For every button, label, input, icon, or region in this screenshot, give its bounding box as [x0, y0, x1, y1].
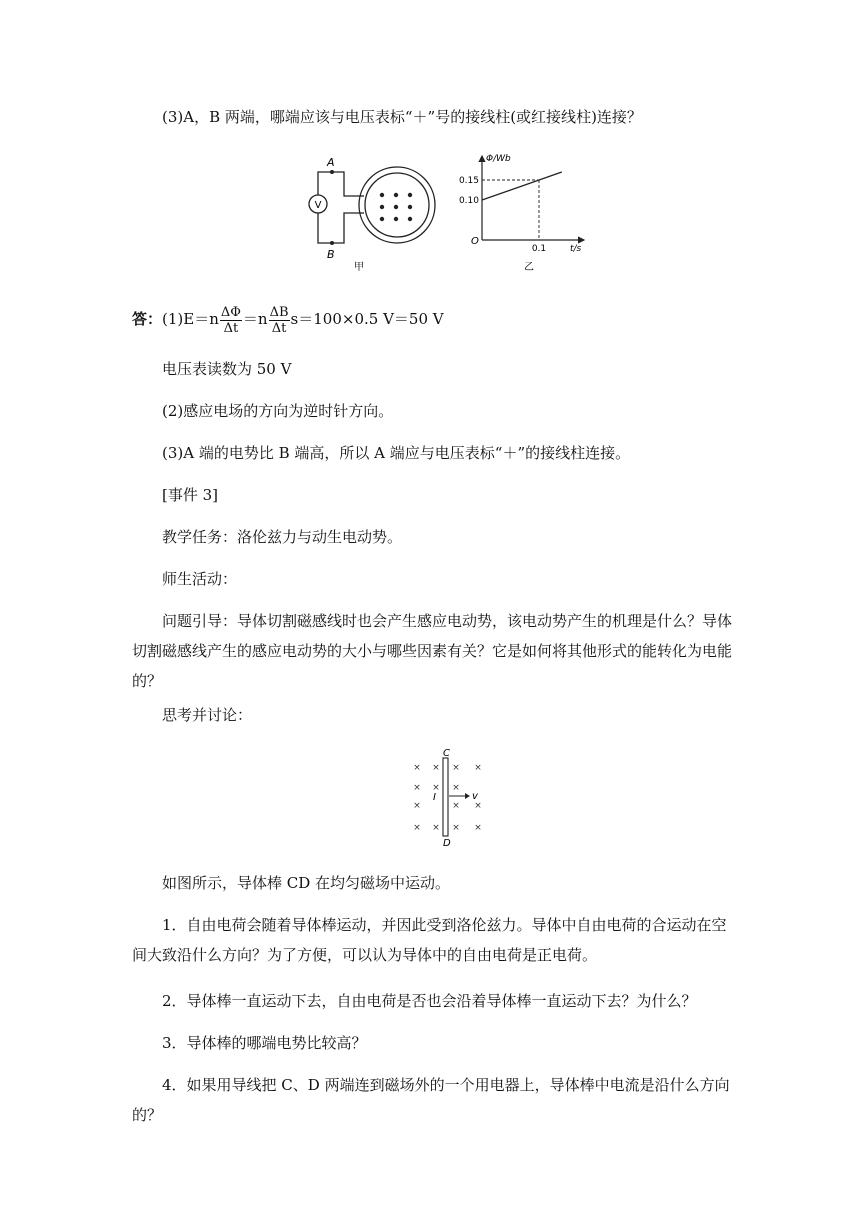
velocity-label: v [472, 791, 478, 802]
answer-2: (2)感应电场的方向为逆时针方向。 [162, 402, 394, 420]
svg-text:×: × [452, 763, 460, 773]
fraction-flux-den: Δt [223, 320, 239, 336]
figure-rod-caption: 如图所示，导体棒 CD 在均匀磁场中运动。 [162, 874, 451, 892]
fraction-flux [220, 305, 242, 336]
svg-text:×: × [474, 763, 482, 773]
answer-eq-mid: ＝n [242, 310, 268, 328]
terminal-b-label: B [327, 248, 335, 261]
answer-eq-end: s＝100×0.5 V＝50 V [290, 310, 444, 328]
svg-text:×: × [452, 801, 460, 811]
event-heading: [事件 3] [162, 486, 219, 504]
answer-line [132, 301, 732, 337]
svg-text:×: × [432, 783, 440, 793]
answer-eq-start: (1)E＝n [162, 310, 219, 328]
rod-end-c-label: C [443, 748, 450, 759]
fraction-flux-num: ΔΦ [220, 304, 241, 320]
guide-paragraph: 问题引导：导体切割磁感线时也会产生感应电动势，该电动势产生的机理是什么？导体切割磁感线产生的感应电动势的大小与哪些因素有关？它是如何将其他形式的能转化为电能的？ [132, 612, 733, 690]
series-line [482, 172, 562, 200]
question-3: (3)A，B 两端，哪端应该与电压表标“＋”号的接线柱(或红接线柱)连接？ [162, 108, 642, 126]
svg-text:×: × [413, 763, 421, 773]
x-axis-label: t/s [570, 244, 582, 254]
y-tick-label-0-15: 0.15 [458, 176, 479, 186]
svg-text:×: × [432, 763, 440, 773]
fraction-field [269, 305, 290, 336]
question-item-4: 4．如果用导线把 C、D 两端连到磁场外的一个用电器上，导体棒中电流是沿什么方向的？ [132, 1076, 730, 1124]
voltmeter-reading: 电压表读数为 50 V [162, 360, 292, 378]
origin-label: O [471, 236, 479, 247]
conductor-rod [443, 758, 448, 836]
current-label: I [433, 792, 436, 803]
figure-flux-graph [452, 150, 592, 275]
fraction-field-den: Δt [271, 320, 287, 336]
y-axis-label: Φ/Wb [486, 154, 511, 164]
figure-circuit-caption: 甲 [354, 262, 364, 273]
question-item-3: 3．导体棒的哪端电势比较高？ [162, 1034, 367, 1052]
svg-text:×: × [474, 823, 482, 833]
svg-text:×: × [452, 823, 460, 833]
svg-text:×: × [452, 783, 460, 793]
answer-3: (3)A 端的电势比 B 端高，所以 A 端应与电压表标“＋”的接线柱连接。 [162, 444, 631, 462]
discussion-heading: 思考并讨论： [162, 706, 253, 724]
answer-label: 答： [132, 310, 163, 328]
y-tick-label-0-10: 0.10 [458, 196, 479, 206]
svg-text:×: × [432, 823, 440, 833]
question-item-2: 2．导体棒一直运动下去，自由电荷是否也会沿着导体棒一直运动下去？为什么？ [162, 992, 697, 1010]
terminal-a-label: A [327, 156, 335, 169]
svg-text:×: × [474, 801, 482, 811]
svg-text:×: × [413, 823, 421, 833]
voltmeter-label: V [314, 200, 322, 211]
svg-text:×: × [413, 783, 421, 793]
figure-graph-caption: 乙 [524, 262, 534, 273]
figure-circuit [302, 152, 442, 277]
activity-heading: 师生活动： [162, 570, 238, 588]
fraction-field-num: ΔB [269, 304, 289, 320]
teaching-task: 教学任务：洛伦兹力与动生电动势。 [162, 528, 403, 546]
question-item-1: 1．自由电荷会随着导体棒运动，并因此受到洛伦兹力。导体中自由电荷的合运动在空间大致沿什么方向？为了方便，可以认为导体中的自由电荷是正电荷。 [132, 916, 727, 964]
figure-rod-in-field [405, 748, 490, 848]
svg-text:×: × [413, 801, 421, 811]
rod-end-d-label: D [443, 838, 451, 848]
x-tick-label-0-1: 0.1 [531, 244, 547, 254]
